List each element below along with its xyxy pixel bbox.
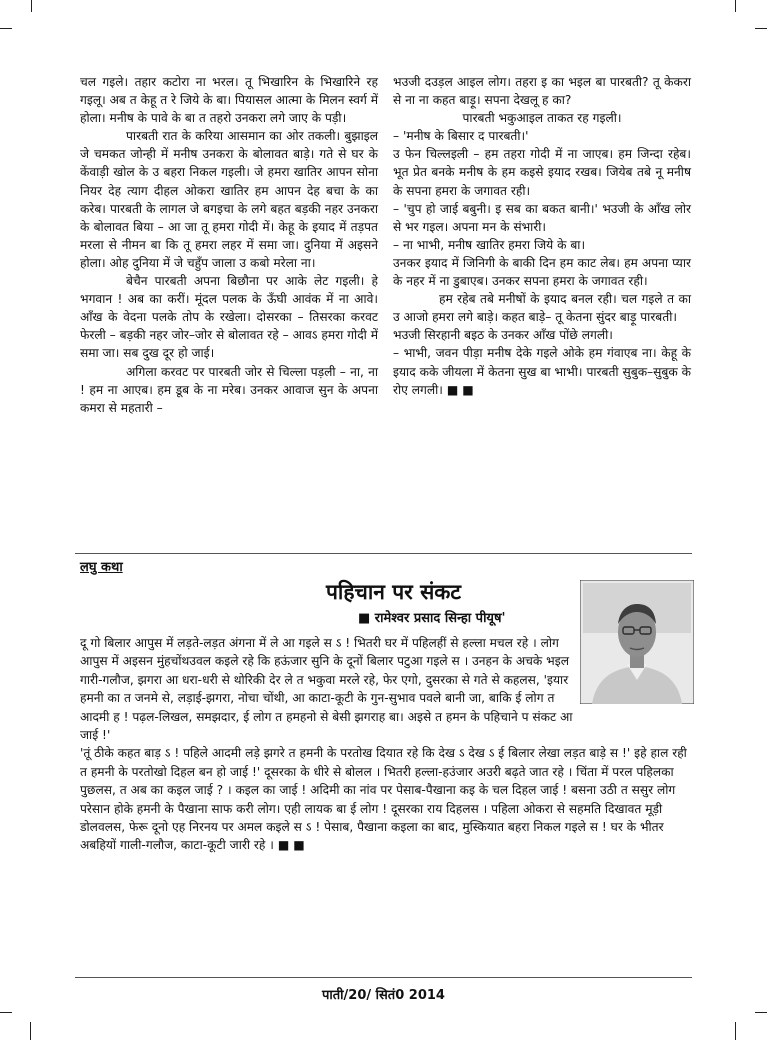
paragraph: अगिला करवट पर पारबती जोर से चिल्ला पड़ली – ना, ना ! हम ना आएब। हम डूब के ना मरेब। उनकर आवाज सुन के अपना कमरा से महतारी – xyxy=(80,364,378,415)
paragraph: – भाभी, जवन पीड़ा मनीष देके गइले ओके हम गंवाएब ना। केहू के इयाद कके जीयला में केतना सुख बा भाभी। पारबती सुबुक–सुबुक के रोए लगली। ■ ■ xyxy=(393,346,691,397)
paragraph: भउजी दउड़ल आइल लोग। तहरा इ का भइल बा पारबती? तू केकरा से ना ना कहत बाड़ू। सपना देखलू ह का? xyxy=(393,75,691,108)
paragraph: पारबती रात के करिया आसमान का ओर तकली। बुझाइल जे चमकत जोन्ही में मनीष उनकरा के बोलावत बाड़े। गते से घर के केंवाड़ी खोल के उ बहरा निकल गइली। जे हमरा खातिर आपन सोना नियर देह त्याग दीहल ओकरा खातिर हम आपन देह बचा के का करेब। पारबती के लागल जे बगइचा के लगे बहत बड़की नहर उनकरा के बोलावत बिया – आ जा तू हमरा गोदी में। केहू के इयाद में तड़पत मरला से नीमन बा कि तू हमरा लहर में समा जा। दुनिया में अइसने होला। ओह दुनिया में जे चहुँप जाला उ कबो मरेला ना। xyxy=(80,129,378,270)
page-footer: पाती/20/ सितं0 2014 xyxy=(322,988,445,1003)
paragraph: उ फेन चिल्लइली – हम तहरा गोदी में ना जाएब। हम जिन्दा रहेब। भूत प्रेत बनके मनीष के हम कइसे इयाद रखब। जियेब तबे नू मनीष के सपना हमरा के जगावत रही। xyxy=(393,147,691,198)
paragraph: भउजी सिरहानी बइठ के उनकर आँख पोंछे लगली। xyxy=(393,328,613,343)
crop-mark xyxy=(735,0,736,12)
crop-mark xyxy=(0,28,12,29)
crop-mark xyxy=(31,0,32,12)
paragraph: बेचैन पारबती अपना बिछौना पर आके लेट गइली। हे भगवान ! अब का करीं। मूंदल पलक के ऊँघी आवंक में ना आवे। आँख के वेदना पलके तोप के रखेला। दोसरका – तिसरका करवट फेरली – बड़की नहर जोर–जोर से बोलावत रहे – आवऽ हमरा गोदी में समा जा। सब दुख दूर हो जाई। xyxy=(80,274,378,361)
paragraph: पारबती भकुआइल ताकत रह गइली। xyxy=(462,111,622,126)
author-byline: ■ रामेश्वर प्रसाद सिन्हा पीयूष' xyxy=(358,611,506,626)
section-divider xyxy=(75,553,692,554)
crop-mark xyxy=(0,1012,12,1013)
section-label: लघु कथा xyxy=(80,560,123,575)
paragraph: चल गइले। तहार कटोरा ना भरल। तू भिखारिन के भिखारिने रह गइलू। अब त केहू त रे जिये के बा। पियासल आत्मा के मिलन स्वर्ग में होला। मनीष के पावे के बा त तहरो उनकरा लगे जाए के पड़ी। xyxy=(80,75,378,126)
story-title: पहिचान पर संकट xyxy=(326,580,461,604)
footer-divider xyxy=(75,977,692,978)
crop-mark xyxy=(755,1012,767,1013)
right-text-column xyxy=(393,73,691,399)
dialogue-line: – ना भाभी, मनीष खातिर हमरा जिये के बा। xyxy=(393,237,586,252)
crop-mark xyxy=(30,1022,31,1040)
paragraph: दू गो बिलार आपुस में लड़ते-लड़त अंगना में ले आ गइले स ऽ ! भितरी घर में पहिलहीं से हल्ला मचल रहे । लोग आपुस में अइसन मुंहचोंथउवल कइले रहे कि हऊंजार सुनि के दूनों बिलार पटुआ गइले स । उनहन के अचके भइल गारी-गलौज, झगरा आ धरा-धरी से थोरिकी देर ले त भकुवा मरले रहे, फेर एगो, दुसरका से गते से कहलस, 'इयार हमनी का त जनमे से, लड़ाई-झगरा, नोचा चोंथी, आ काटा-कूटी के गुन-सुभाव पवले बानी जा, बाकि ई लोग त आदमी ह ! पढ़ल-लिखल, समझदार, ई लोग त हमहनो से बेसी झगराह बा। अइसे त हमन के पहिचाने प संकट आ जाई !' xyxy=(80,636,573,743)
left-text-column xyxy=(80,73,378,417)
crop-mark xyxy=(755,28,767,29)
paragraph: उनकर इयाद में जिनिगी के बाकी दिन हम काट लेब। हम अपना प्यार के नहर में ना डुबाएब। उनकर सपना हमरा के जगावत रही। xyxy=(393,255,691,289)
dialogue-line: – 'मनीष के बिसार द पारबती।' xyxy=(393,129,529,144)
dialogue-line: – 'चुप हो जाई बबुनी। इ सब का बकत बानी।' भउजी के आँख लोर से भर गइल। अपना मन के संभारी। xyxy=(393,201,691,234)
story-body xyxy=(80,634,692,855)
paragraph: 'तूं ठीके कहत बाड़ ऽ ! पहिले आदमी लड़े झगरे त हमनी के परतोख दियात रहे कि देख ऽ देख ऽ ई बिलार लेखा लड़त बाड़े स !' इहे हाल रही त हमनी के परतोखो दिहल बन हो जाई !' दूसरका के धीरे से बोलल । भितरी हल्ला-हउंजार अउरी बढ़ते जात रहे । चिंता में परल पहिलका पुछलस, त अब का कइल जाई ? । कइल का जाई ! अदिमी का नांव पर पेसाब-पैखाना कइ के चल दिहल जाई ! बसना उठी त ससुर लोग परेसान होके हमनी के पैखाना साफ करी लोग। एही लायक बा ई लोग ! दूसरका राय दिहलस । पहिला ओकरा से सहमति दिखावत मूड़ी डोलवलस, फेरू दूनो एह निरनय पर अमल कइले स ऽ ! पेसाब, पैखाना कइला का बाद, मुस्कियात बहरा निकल गइले स ! घर के भीतर अबहियों गाली-गलौज, काटा-कूटी जारी रहे । ■ ■ xyxy=(80,746,687,853)
paragraph: हम रहेब तबे मनीषों के इयाद बनल रही। चल गइले त का उ आजो हमरा लगे बाड़े। कहत बाड़े– तू केतना सुंदर बाड़ू पारबती। xyxy=(393,292,691,325)
crop-mark xyxy=(735,1022,736,1040)
